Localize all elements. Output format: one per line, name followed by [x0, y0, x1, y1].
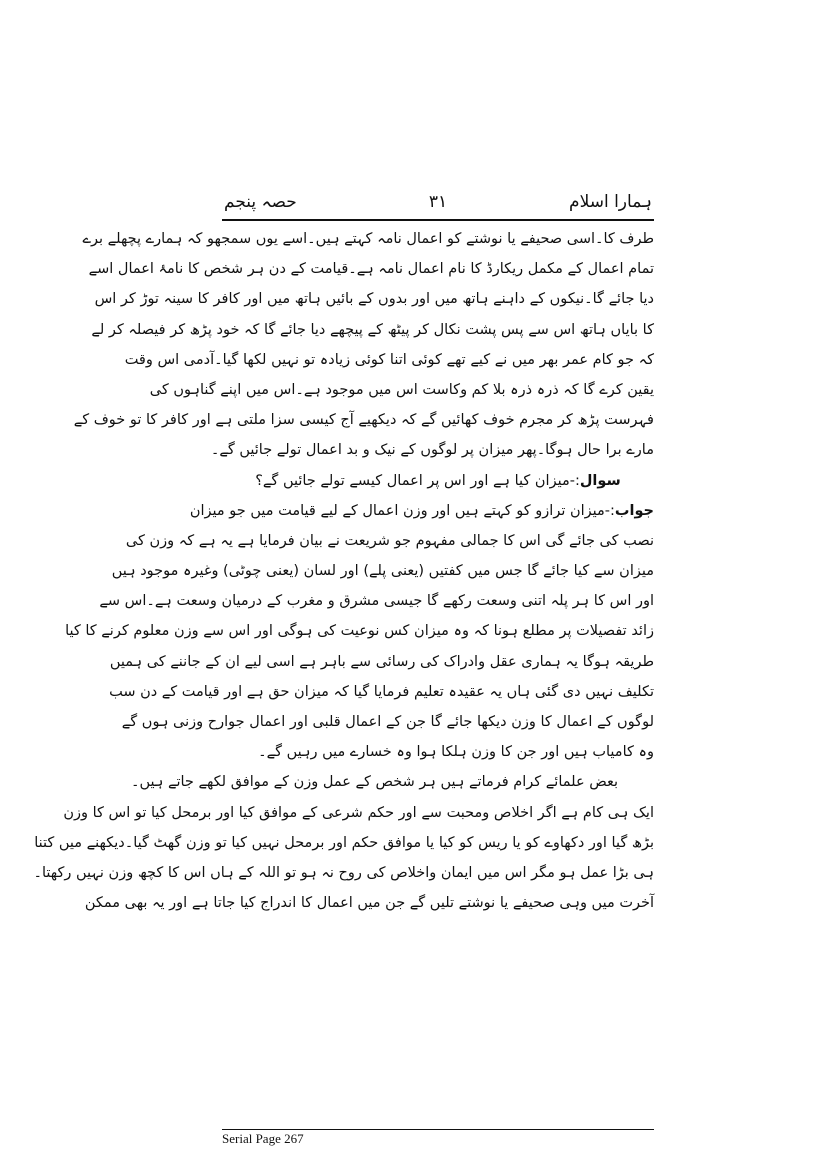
page-number: ۳۱	[428, 192, 448, 212]
text-line: کا بایاں ہاتھ اس سے پس پشت نکال کر پیٹھ کے پیچھے دیا جائے گا کہ خود پڑھ کر فیصلہ کر لے	[91, 321, 654, 338]
question-answer-label: جواب	[614, 502, 654, 519]
line-rest: :-میزان کیا ہے اور اس پر اعمال کیسے تولے جائیں گے؟	[255, 472, 580, 489]
text-line: زائد تفصیلات پر مطلع ہونا کہ وہ میزان کس نوعیت کی ہوگی اور اس سے وزن معلوم کرنے کا کیا	[65, 623, 654, 640]
text-line	[189, 496, 654, 526]
header-rule	[222, 219, 654, 221]
text-line: طریقہ ہوگا یہ ہماری عقل وادراک کی رسائی سے باہر ہے اسی لیے ان کے جاننے کی ہمیں	[109, 653, 654, 670]
text-line: آخرت میں وہی صحیفے یا نوشتے تلیں گے جن میں اعمال کا اندراج کیا جاتا ہے اور یہ بھی ممکن	[84, 895, 654, 912]
text-line: اور اس کا ہر پلہ اتنی وسعت رکھے گا جیسی مشرق و مغرب کے درمیان وسعت ہے۔اس سے	[99, 593, 654, 610]
text-line: نصب کی جائے گی اس کا جمالی مفہوم جو شریعت نے بیان فرمایا ہے یہ ہے کہ وزن کی	[125, 532, 654, 549]
text-line: لوگوں کے اعمال کا وزن دیکھا جائے گا جن کے اعمال قلبی اور اعمال جوارح وزنی ہوں گے	[121, 714, 654, 730]
text-line: تکلیف نہیں دی گئی ہاں یہ عقیدہ تعلیم فرمایا گیا کہ میزان حق ہے اور قیامت کے دن سب	[109, 683, 654, 700]
text-line: مارے برا حال ہوگا۔پھر میزان پر لوگوں کے نیک و بد اعمال تولے جائیں گے۔	[210, 442, 654, 459]
line-rest: :-میزان ترازو کو کہتے ہیں اور وزن اعمال کے لیے قیامت میں جو میزان	[189, 502, 615, 519]
footer-rule	[222, 1129, 654, 1130]
text-line: فہرست پڑھ کر مجرم خوف کھائیں گے کہ دیکھیے آج کیسی سزا ملتی ہے اور کافر کا تو خوف کے	[73, 412, 654, 429]
text-line: تمام اعمال کے مکمل ریکارڈ کا نام اعمال نامہ ہے۔قیامت کے دن ہر شخص کا نامۂ اعمال اسے	[88, 261, 654, 278]
text-line: ایک ہی کام ہے اگر اخلاص ومحبت سے اور حکم شرعی کے موافق کیا اور برمحل کیا تو اس کا وزن	[63, 804, 654, 821]
text-line: دیا جائے گا۔نیکوں کے داہنے ہاتھ میں اور بدوں کے بائیں ہاتھ میں اور کافر کا سینہ توڑ کر اس	[94, 291, 654, 308]
body-text	[33, 224, 654, 918]
book-title: ہمارا اسلام	[569, 192, 652, 212]
text-line: طرف کا۔اسی صحیفے یا نوشتے کو اعمال نامہ کہتے ہیں۔اسے یوں سمجھو کہ ہمارے پچھلے برے	[82, 231, 654, 247]
text-line: کہ جو کام عمر بھر میں نے کیے تھے کوئی اتنا کوئی زیادہ تو نہیں لکھا گیا۔آدمی اس وقت	[124, 351, 654, 368]
text-line: یقین کرے گا کہ ذرہ ذرہ بلا کم وکاست اس میں موجود ہے۔اس میں اپنے گناہوں کی	[149, 381, 654, 398]
text-line	[222, 466, 654, 496]
page-header	[222, 190, 654, 220]
text-line: میزان سے کیا جائے گا جس میں کفتیں (یعنی پلے) اور لسان (یعنی چوٹی) وغیرہ موجود ہیں	[111, 563, 654, 580]
part-label: حصہ پنجم	[224, 192, 297, 212]
serial-page-label: Serial Page 267	[222, 1131, 304, 1146]
text-line: بڑھ گیا اور دکھاوے کو یا ریس کو کیا یا موافق حکم اور برمحل نہیں کیا تو وزن گھٹ گیا۔دیکھنے میں کتنا	[34, 834, 654, 851]
text-line: ہی بڑا عمل ہو مگر اس میں ایمان واخلاص کی روح نہ ہو تو اللہ کے ہاں اس کا کچھ وزن نہیں رکھتا۔	[33, 864, 654, 881]
question-answer-label: سوال	[579, 472, 621, 489]
text-line: بعض علمائے کرام فرماتے ہیں ہر شخص کے عمل وزن کے موافق لکھے جاتے ہیں۔	[130, 774, 618, 791]
text-line: وہ کامیاب ہیں اور جن کا وزن ہلکا ہوا وہ خسارے میں رہیں گے۔	[258, 744, 654, 761]
